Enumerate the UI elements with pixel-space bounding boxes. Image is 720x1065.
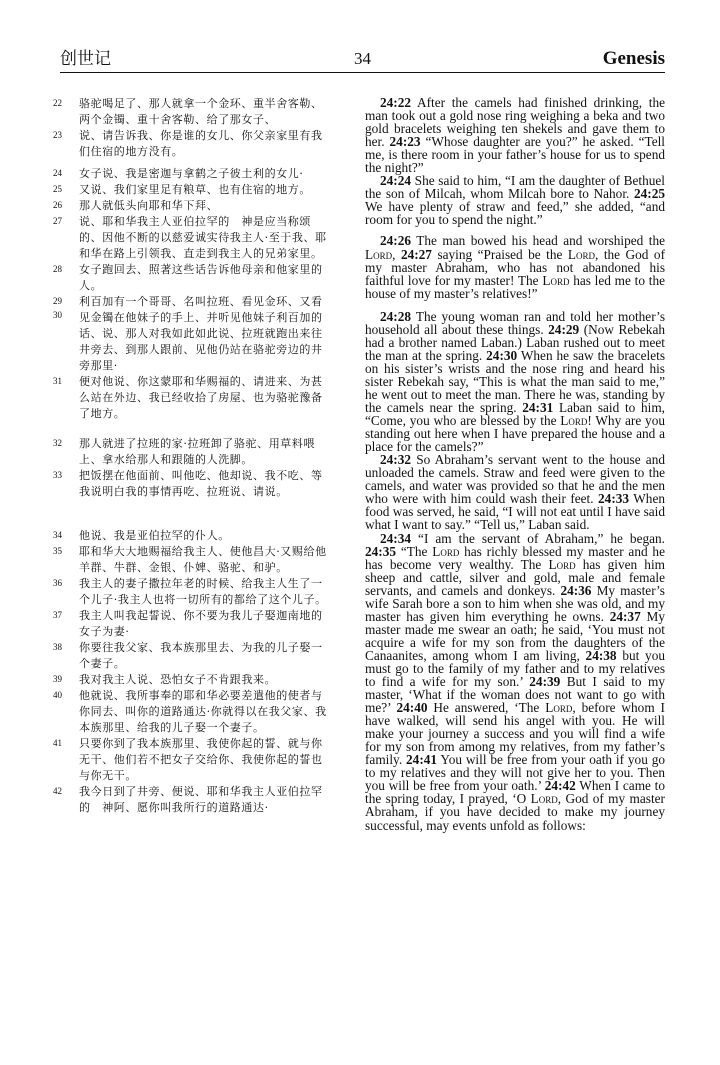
chinese-verse-text: 骆驼喝足了、那人就拿一个金环、重半舍客勒、两个金镯、重十舍客勒、给了那女子、 bbox=[79, 97, 323, 126]
chinese-verse-text: 那人就低头向耶和华下拜、 bbox=[79, 199, 219, 212]
verse-text: Laban said to him, “Come, you who are blessed by the bbox=[365, 400, 665, 429]
verse-text: “Whose daughter are you?” he asked. “Tell me, is there room in your father’s house for us to spend the night?” bbox=[365, 134, 665, 176]
page-number: 34 bbox=[354, 49, 371, 68]
verse-text: After the camels had finished drinking, the man took out a gold nose ring weighing a beka and two gold bracelets weighing ten shekels and gave them to her. bbox=[365, 95, 665, 150]
chinese-verse bbox=[53, 528, 328, 544]
chinese-verse-text: 那人就进了拉班的家·拉班卸了骆驼、用草料喂上、拿水给那人和跟随的人洗脚。 bbox=[79, 437, 316, 466]
chinese-verse-text: 把饭摆在他面前、叫他吃、他却说、我不吃、等我说明白我的事情再吃、拉班说、请说。 bbox=[79, 469, 323, 498]
chinese-verse bbox=[53, 672, 328, 688]
verse-text: But I said to my master, ‘What if the woman does not want to go with me?’ bbox=[365, 674, 666, 716]
verse-reference: 24:30 bbox=[486, 347, 518, 363]
verse-number: 27 bbox=[53, 216, 62, 226]
chinese-verse-text: 我今日到了井旁、便说、耶和华我主人亚伯拉罕的 神阿、愿你叫我所行的道路通达· bbox=[79, 785, 323, 814]
verse-reference: 24:37 bbox=[609, 608, 641, 624]
english-paragraph bbox=[365, 234, 665, 299]
chinese-verse bbox=[53, 262, 328, 294]
verse-text: “The bbox=[396, 543, 433, 559]
verse-text: , before whom I have walked, will send his angel with you. He will make your journey a success and you will find a wife for my son from among my relatives, from my father’s family. bbox=[365, 700, 665, 768]
verse-number: 38 bbox=[53, 642, 62, 652]
chinese-verse bbox=[53, 640, 328, 672]
verse-number: 28 bbox=[53, 264, 62, 274]
verse-text: He answered, ‘The bbox=[427, 700, 546, 716]
chinese-verse-text: 说、请告诉我、你是谁的女儿、你父亲家里有我们住宿的地方没有。 bbox=[79, 129, 323, 158]
divine-name: Lord bbox=[530, 791, 558, 807]
divine-name: Lord bbox=[542, 272, 570, 288]
verse-reference: 24:38 bbox=[585, 647, 617, 663]
verse-reference: 24:28 bbox=[380, 308, 412, 324]
verse-reference: 24:27 bbox=[400, 246, 432, 262]
chinese-verse bbox=[53, 294, 328, 374]
chinese-text-column bbox=[53, 96, 328, 816]
verse-reference: 24:39 bbox=[529, 674, 561, 690]
chinese-verse bbox=[53, 198, 328, 214]
divine-name: Lord bbox=[365, 246, 393, 262]
header-book-title-english: Genesis bbox=[602, 48, 665, 69]
chinese-verse-text: 我对我主人说、恐怕女子不肯跟我来。 bbox=[79, 673, 277, 686]
chinese-verse-text: 你要往我父家、我本族那里去、为我的儿子娶一个妻子。 bbox=[79, 641, 323, 670]
verse-number: 31 bbox=[53, 376, 62, 386]
chinese-verse bbox=[53, 214, 328, 262]
verse-reference: 24:40 bbox=[396, 700, 428, 716]
chinese-verse bbox=[53, 576, 328, 608]
verse-text: has richly blessed my master and he has become very wealthy. The bbox=[365, 543, 665, 572]
chinese-verse bbox=[53, 182, 328, 198]
verse-reference: 24:26 bbox=[380, 233, 412, 249]
verse-text: (Now Rebekah had a brother named Laban.) Laban rushed out to meet the man at the spring. bbox=[365, 321, 665, 363]
verse-number: 23 bbox=[53, 130, 62, 140]
verse-text: When he saw the bracelets on his sister’s wrists and the nose ring and heard his sister Rebekah say, “This is what the man said to me,” he went out to meet the man. There he was, standing by the camels near the spring. bbox=[365, 347, 665, 416]
chinese-verse bbox=[53, 96, 328, 128]
chinese-verse bbox=[53, 374, 328, 422]
verse-reference: 24:29 bbox=[548, 321, 580, 337]
verse-number: 36 bbox=[53, 578, 62, 588]
chinese-verse-text: 说、耶和华我主人亚伯拉罕的 神是应当称颂的、因他不断的以慈爱诚实待我主人·至于我、耶和华在路上引领我、直走到我主人的兄弟家里。 bbox=[79, 215, 327, 260]
chinese-verse bbox=[53, 166, 328, 182]
verse-reference: 24:32 bbox=[380, 452, 412, 468]
english-text-column bbox=[365, 96, 665, 832]
chinese-verse-text: 我主人叫我起誓说、你不要为我儿子娶迦南地的女子为妻· bbox=[79, 609, 323, 638]
english-paragraph bbox=[365, 453, 665, 531]
verse-number: 37 bbox=[53, 610, 62, 620]
verse-number: 26 bbox=[53, 200, 62, 210]
verse-number: 32 bbox=[53, 438, 62, 448]
verse-reference: 24:36 bbox=[560, 582, 592, 598]
verse-number: 40 bbox=[53, 690, 62, 700]
verse-text: She said to him, “I am the daughter of Bethuel the son of Milcah, whom Milcah bore to Nahor. bbox=[365, 173, 665, 202]
verse-number: 39 bbox=[53, 674, 62, 684]
verse-text: My master made me swear an oath; he said, ‘You must not acquire a wife for my son from the daughters of the Canaanites, among whom I am living, bbox=[365, 608, 665, 663]
verse-number: 41 bbox=[53, 738, 62, 748]
verse-text: The man bowed his head and worshiped the bbox=[411, 233, 665, 249]
verse-reference: 24:24 bbox=[380, 173, 412, 189]
verse-text: has led me to the house of my master’s relatives!” bbox=[365, 272, 665, 301]
verse-text: but you must go to the family of my father and to my relatives to find a wife for my son.’ bbox=[365, 647, 665, 690]
chinese-verse-text: 只要你到了我本族那里、我使你起的誓、就与你无干、他们若不把女子交给你、我使你起的誓也与你无干。 bbox=[79, 737, 323, 782]
chinese-verse bbox=[53, 688, 328, 736]
chinese-verse-text: 利百加有一个哥哥、名叫拉班、看见金环、又看见金镯在他妹子的手上、并听见他妹子利百加的话、说、那人对我如此如此说、拉班就跑出来往井旁去、到那人跟前、见他仍站在骆驼旁边的井旁那里· bbox=[79, 295, 323, 372]
verse-reference: 24:41 bbox=[406, 752, 438, 768]
verse-text: , the God of my master Abraham, who has not abandoned his faithful love for my master! The bbox=[365, 246, 665, 288]
chinese-verse bbox=[53, 436, 328, 468]
verse-reference: 24:35 bbox=[365, 543, 397, 559]
verse-text: has given him sheep and cattle, silver and gold, male and female servants, and camels and donkeys. bbox=[365, 556, 665, 598]
english-paragraph bbox=[365, 310, 665, 454]
verse-reference: 24:31 bbox=[522, 400, 554, 416]
chinese-verse-text: 他说、我是亚伯拉罕的仆人。 bbox=[79, 529, 230, 542]
divine-name: Lord bbox=[567, 246, 596, 262]
chinese-verse bbox=[53, 128, 328, 160]
verse-reference: 24:25 bbox=[633, 186, 665, 202]
verse-number: 34 bbox=[53, 530, 62, 540]
divine-name: Lord bbox=[560, 413, 588, 429]
verse-reference: 24:33 bbox=[598, 491, 630, 507]
verse-number: 24 bbox=[53, 168, 62, 178]
verse-text: So Abraham’s servant went to the house and unloaded the camels. Straw and feed were given to the camels, and water was provided so that he and the men who were with him could wash their feet. bbox=[365, 452, 665, 507]
verse-reference: 24:34 bbox=[380, 530, 412, 546]
chinese-verse-text: 女子说、我是密迦与拿鹤之子彼土利的女儿· bbox=[79, 167, 304, 180]
verse-text: ! Why are you standing out here when I have prepared the house and a place for the camels?” bbox=[365, 413, 665, 455]
divine-name: Lord bbox=[432, 543, 460, 559]
english-paragraph bbox=[365, 532, 665, 832]
chinese-verse bbox=[53, 608, 328, 640]
chinese-verse bbox=[53, 544, 328, 576]
verse-text: , bbox=[392, 246, 401, 262]
verse-number: 35 bbox=[53, 546, 62, 556]
chinese-verse bbox=[53, 468, 328, 500]
verse-reference: 24:42 bbox=[544, 778, 576, 794]
verse-number: 29 30 bbox=[53, 296, 62, 320]
verse-text: When I came to the spring today, I prayed, ‘O bbox=[365, 778, 666, 807]
divine-name: Lord bbox=[548, 556, 576, 572]
english-paragraph bbox=[365, 96, 665, 174]
divine-name: Lord bbox=[545, 700, 573, 716]
verse-number: 25 bbox=[53, 184, 62, 194]
verse-text: We have plenty of straw and feed,” she added, “and room for you to spend the night.” bbox=[365, 199, 665, 228]
verse-text: “I am the servant of Abraham,” he began. bbox=[411, 530, 665, 546]
verse-number: 42 bbox=[53, 786, 62, 796]
verse-text: You will be free from your oath if you go to my relatives and they will not give her to you. Then you will be free from your oath.’ bbox=[365, 752, 665, 794]
english-paragraph bbox=[365, 174, 665, 226]
verse-text: When food was served, he said, “I will not eat until I have said what I want to say.” “Tell us,” Laban said. bbox=[365, 491, 665, 533]
verse-reference: 24:22 bbox=[380, 95, 412, 110]
verse-text: , God of my master Abraham, if you have decided to make my journey successful, may events unfold as follows: bbox=[365, 791, 665, 833]
chinese-verse-text: 耶和华大大地赐福给我主人、使他昌大·又赐给他羊群、牛群、金银、仆婢、骆驼、和驴。 bbox=[79, 545, 327, 574]
chinese-verse bbox=[53, 736, 328, 784]
verse-text: My master’s wife Sarah bore a son to him when she was old, and my master has given him everything he owns. bbox=[365, 582, 665, 624]
verse-text: saying “Praised be the bbox=[431, 246, 568, 262]
verse-number: 33 bbox=[53, 470, 62, 480]
chinese-verse-text: 便对他说、你这蒙耶和华赐福的、请进来、为甚么站在外边、我已经收拾了房屋、也为骆驼豫备了地方。 bbox=[79, 375, 323, 420]
chinese-verse-text: 我主人的妻子撒拉年老的时候、给我主人生了一个儿子·我主人也将一切所有的都给了这个儿子。 bbox=[79, 577, 327, 606]
verse-reference: 24:23 bbox=[389, 134, 421, 150]
chinese-verse-text: 他就说、我所事奉的耶和华必要差遣他的使者与你同去、叫你的道路通达·你就得以在我父家、我本族那里、给我的儿子娶一个妻子。 bbox=[79, 689, 327, 734]
verse-text: The young woman ran and told her mother’s household all about these things. bbox=[365, 308, 665, 337]
header-book-title-chinese: 创世记 bbox=[60, 49, 111, 69]
chinese-verse-text: 又说、我们家里足有粮草、也有住宿的地方。 bbox=[79, 183, 311, 196]
verse-number: 22 bbox=[53, 98, 62, 108]
chinese-verse bbox=[53, 784, 328, 816]
running-header bbox=[60, 46, 665, 73]
chinese-verse-text: 女子跑回去、照著这些话告诉他母亲和他家里的人。 bbox=[79, 263, 323, 292]
